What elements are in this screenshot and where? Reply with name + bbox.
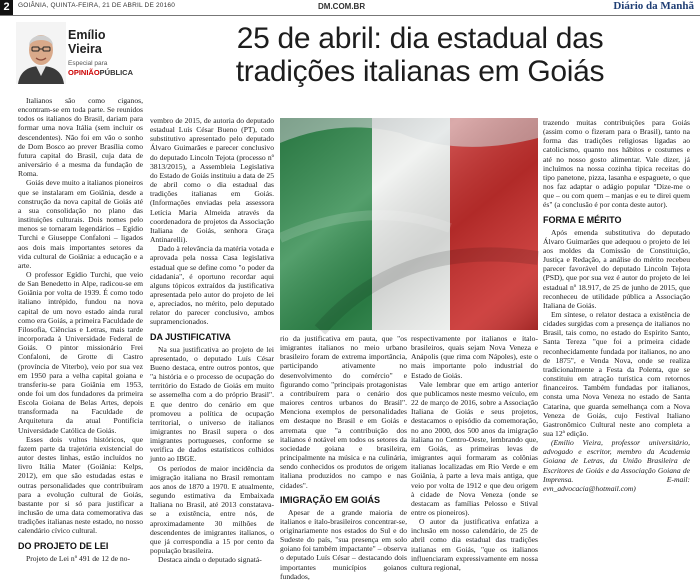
italian-flag-photo — [280, 118, 538, 330]
paragraph: Apesar de a grande maioria de italianos e ítalo-brasileiros concentrar-se, originariamente nos estados do Sul e do Sudeste do país, "sua presença em solo goiano foi também impactante" – observa o deputado Luís César – destacando dois importantes municípios goianos fundados, — [280, 507, 407, 581]
paragraph: Dado à relevância da matéria votada e aprovada pela nossa Casa legislativa estadual que se define como "o poder da cidadania", é oportuno recordar aqui alguns tópicos extraídos da justificativa apresentada pelo autor do projeto de lei e, apreciados, no mérito, pelo deputado relator do parecer conclusivo, ambos supramencionados. — [150, 244, 274, 327]
subheading: FORMA E MÉRITO — [543, 214, 622, 225]
paragraph: O autor da justificativa enfatiza a inclusão em nosso calendário, de 25 de abril como dia estadual das tradições italianas em Goiás, "que os italianos influenciaram expressivamente em nossa cultura regional, — [411, 517, 538, 572]
paragraph: Italianos são como ciganos, encontram-se em toda parte. Se reunidos todos os italianos do Brasil, dariam para formar uma nova Itália (sem incluir os descendentes). Não foi em vão o sonho de Dom Bosco ao prever Brasília como futura capital do Brasil, cuja data de aniversário é a mesma da fundação de Roma. — [18, 96, 143, 179]
paragraph: Após emenda substitutiva do deputado Álvaro Guimarães que adequou o projeto de lei aos moldes da Comissão de Constituição, Justiça e Redação, a análise do mérito recebeu parecer favorável do deputado Lincoln Tejota (PSD), que por sua vez é autor do projeto de lei estadual nº 18.917, de 25 de junho de 2015, que reconheceu de utilidade pública a Associação Italiana de Goiás. — [543, 227, 690, 310]
paragraph: respectivamente por italianos e ítalo-brasileiros, quais sejam Nova Veneza e Anápolis (que rima com Nápoles), este o mais importante polo industrial do Estado de Goiás. — [411, 334, 538, 380]
article-column-4 — [411, 334, 538, 572]
subheading: IMIGRAÇÃO EM GOIÁS — [280, 494, 381, 505]
author-role: Especial para — [68, 60, 108, 67]
paragraph: Esses dois vultos históricos, que fazem parte da trajetória existencial do autor destes linhas, estão incluídos no livro Itália Mater (Goiânia: Kelps, 2012), em que são estudadas estas e outras personalidades que contribuíram para a evolução cultural de Goiás, bastante por si só para justificar a inclusão de uma data comemorativa das tradições italianas neste estado, no nosso calendário cívico cultural. — [18, 434, 143, 536]
paragraph: Vale lembrar que em artigo anterior que publicamos neste mesmo veículo, em 22 de março de 2016, sobre a Associação Italiana de Goiás e seus projetos, destacamos o episódio da comemoração, no ano 2000, dos 500 anos da imigração italiana no Centro-Oeste, lembrando que, em Goiás, as primeiras levas de imigrantes aqui formaram as colônias italianas localizadas em Rio Verde e em Goiânia, à parte a leva mais antiga, que veio por volta de 1912 e que deu origem à cidade de Nova Veneza (onde se destacam as famílias Pelosso e Stival entre os pioneiros). — [411, 379, 538, 517]
paragraph: Goiás deve muito a italianos pioneiros que se instalaram em Goiânia, desde a construção da nova capital de Goiás até a sua consolidação no plano das instituições culturais. Dois nomes pelo menos se tornaram legendários – Egídio Turchi e Giuseppe Confaloni – ligados aos dois mais importantes setores da vida cultural de Goiânia: a educação e a arte. — [18, 178, 143, 270]
page-header — [0, 0, 700, 16]
paragraph: vembro de 2015, de autoria do deputado estadual Luís César Bueno (PT), com substitutivo apresentado pelo deputado Álvaro Guimarães e parecer conclusivo do deputado Lincoln Tejota (processo nº 3813/2015), a Assembleia Legislativa do Estado de Goiás instituiu a data de 25 de abril como o dia estadual das tradições italianas em Goiás. (Informações enviadas pela assessora Letícia Maria Almeida através da coordenadora de projetos da Associação Italiana de Goiás, senhora Graça Antinarelli). — [150, 116, 275, 245]
site-url[interactable]: DM.COM.BR — [318, 2, 366, 11]
article-column-5 — [543, 118, 690, 562]
author-signature: (Emílio Vieira, professor universitário, advogado e escritor, membro da Academia Goiana de Letras, da União Brasileira de Escritores de Goiás e da Associação Goiana de Imprensa. E-mail: evn_advocacia@hotmail.com) — [543, 438, 690, 493]
avatar — [16, 22, 66, 84]
paragraph: Destaca ainda o deputado signatá- — [158, 555, 262, 565]
paragraph: rio da justificativa em pauta, que "os imigrantes italianos no meio urbano brasileiro foram de extrema importância, participando ativamente no desenvolvimento do comércio" e figurando como "principais protagonistas a contribuírem para o cenário dos maiores centros urbanos do Brasil". Menciona exemplos de personalidades em destaque no Brasil e em Goiás e arremata que "a contribuição dos italianos é notável em todos os setores da sociedade goiana e brasileira, principalmente na música e na culinária, sendo conhecidos os produtos de origem italiana produzidos no campo e nas cidades". — [280, 334, 407, 490]
paragraph: O professor Egídio Turchi, que veio de San Benedetto in Alpe, radicou-se em Goiânia por volta de 1939. É como todo italiano intrépido, fundou na nova capital de um novo estado ainda rural como era Goiás, a primeira Faculdade de Filosofia, Ciências e Letras, mais tarde incorporada à Universidade Federal de Goiás. O pintor missionário Frei Confaloni, de Grotte di Castro (província de Viterbo), veio por sua vez em 1950 para a velha capital goiana e transferiu-se para Goiânia em 1953, onde foi um dos fundadores da primeira Escola Goiana de Belas Artes, depois transformada na Faculdade de Arquitetura da atual Pontifícia Universidade Católica de Goiás. — [18, 269, 143, 435]
subheading: DO PROJETO DE LEI — [18, 540, 109, 551]
author-name: Emílio Vieira — [68, 28, 106, 56]
section-name-b: PÚBLICA — [99, 68, 134, 77]
section-name-a: OPINIÃO — [68, 68, 100, 77]
paragraph: Em síntese, o relator destaca a existência de cidades surgidas com a presença de italianos no Brasil, tais como, no estado do Espírito Santo, Santa Tereza "que foi a primeira cidade reconhecidamente fundada por italianos, no ano de 1875", e Venda Nova, onde se realiza tradicionalmente a Festa da Polenta, que se constituiu em atração turística com retornos financeiros. Também fundadas por italianos, consta uma Nova Veneza no estado de Santa Catarina, que guarda semelhança com a Nova Veneza de Goiás, cujo Festival Italiano Gastronômico Cultural neste ano completa a sua 12ª edição. — [543, 309, 690, 438]
page-number: 2 — [0, 0, 13, 15]
dateline: GOIÂNIA, QUINTA-FEIRA, 21 DE ABRIL DE 20160 — [18, 2, 176, 9]
paragraph: trazendo muitas contribuições para Goiás (assim como o fizeram para o Brasil), tanto na forma das tradições religiosas ligadas ao catolicismo, quanto nos hábitos e costumes e até no nosso gosto alimentar. Vale dizer, já incluímos na nossa cozinha típica receitas do tipo panetone, pizza, lasanha e espaguete, o que nos faz adaptar o adágio popular "Dize-me o que – ou com quem – manjas e eu te direi quem és" (a conclusão é por conta deste autor). — [543, 118, 690, 210]
paragraph: Os períodos de maior incidência da imigração italiana no Brasil remontam aos anos de 1870 a 1970. E atualmente, segundo estimativa da Embaixada Italiana no Brasil, até 2013 constatava-se a existência, entre nós, de aproximadamente 30 milhões de descendentes de imigrantes italianos, o que já correspondia a 15 por cento da população brasileira. — [150, 463, 274, 556]
article-column-2 — [150, 116, 275, 565]
masthead-logo: Diário da Manhã — [613, 0, 694, 12]
article-column-1 — [18, 96, 143, 562]
section-name — [68, 68, 133, 77]
subheading: DA JUSTIFICATIVA — [150, 331, 231, 342]
article-headline: 25 de abril: dia estadual das tradições italianas em Goiás — [235, 22, 605, 88]
paragraph: Projeto de Lei nº 491 de 12 de no- — [26, 553, 131, 563]
paragraph: Na sua justificativa ao projeto de lei apresentado, o deputado Luís César Bueno destaca, entre outros pontos, que "a história e o processo de ocupação do território do Estado de Goiás em muito se assemelha com a do próprio Brasil". E que dentro do cenário em que promoveu a política de ocupação territorial, o universo de italianos imigrantes no Brasil supera o dos imigrantes portugueses, conforme se verifica de dados estatísticos colhidos junto ao IBGE. — [150, 344, 274, 464]
article-column-3 — [280, 334, 407, 581]
